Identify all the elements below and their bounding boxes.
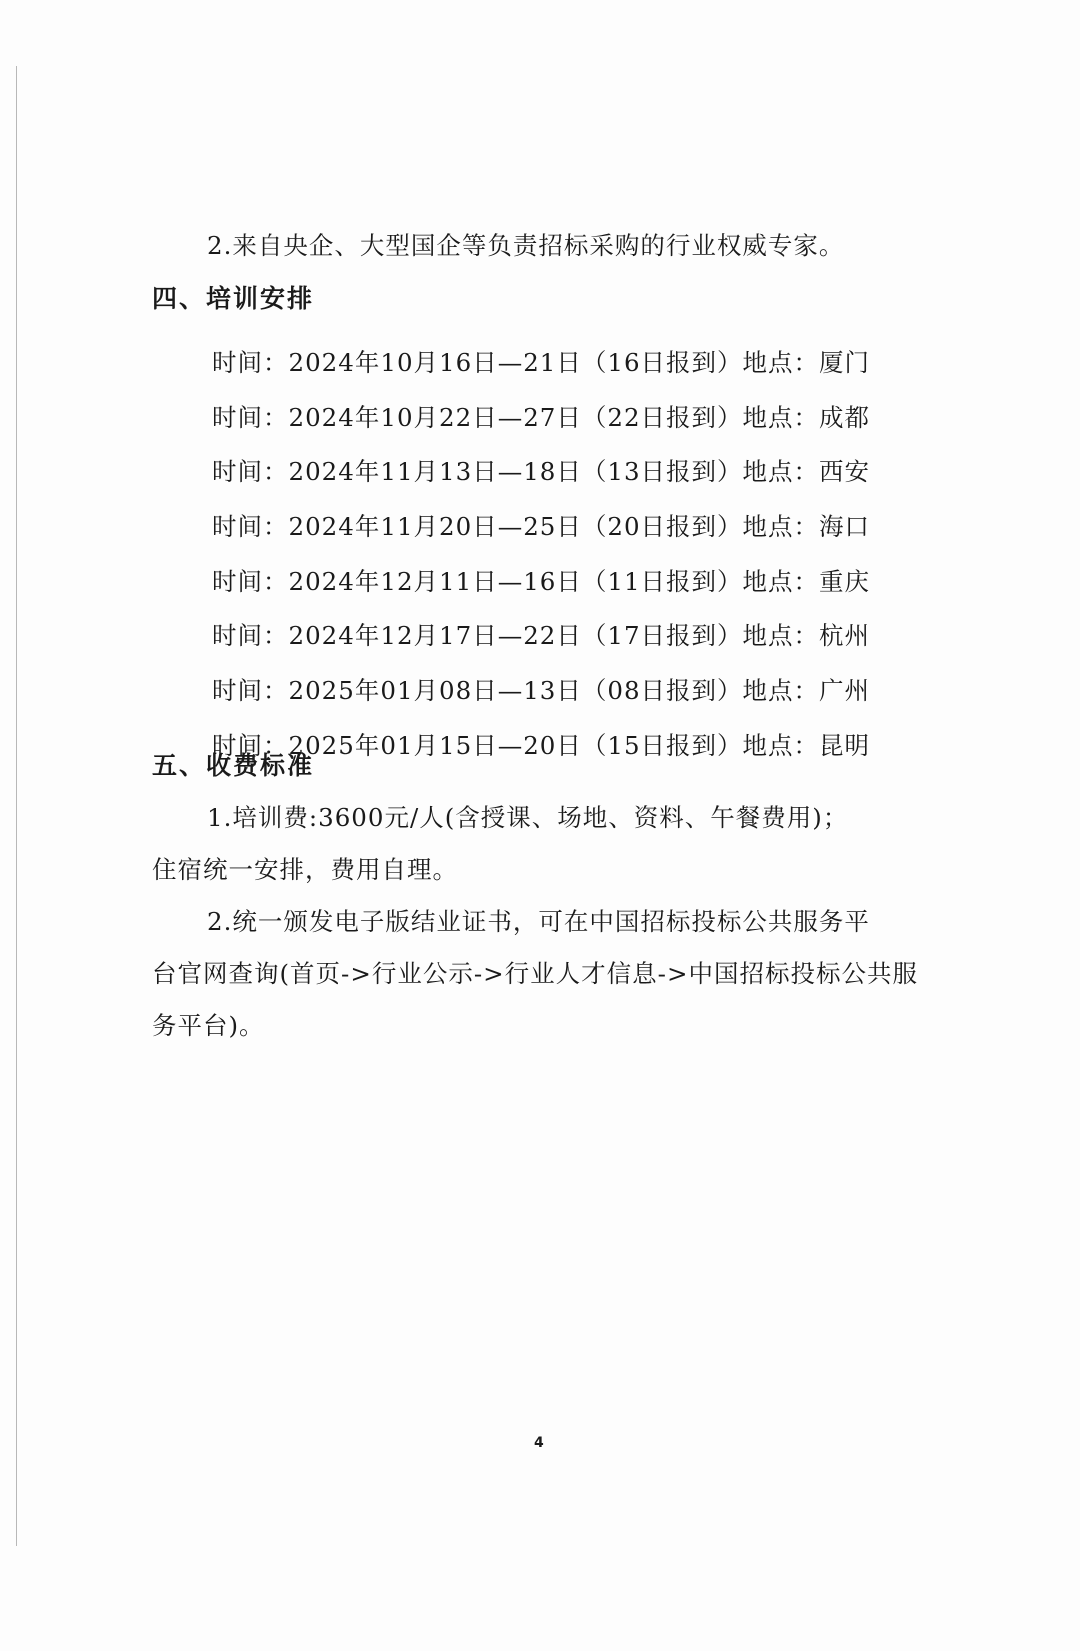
schedule-row: 时间：2024年10月22日—27日（22日报到）地点：成都	[212, 402, 871, 432]
schedule-row: 时间：2025年01月15日—20日（15日报到）地点：昆明	[212, 730, 871, 760]
schedule-row: 时间：2024年10月16日—21日（16日报到）地点：厦门	[212, 348, 871, 377]
page-number: 4	[534, 1435, 544, 1451]
schedule-row: 时间：2024年11月20日—25日（20日报到）地点：海口	[212, 512, 871, 542]
schedule-row: 时间：2024年12月17日—22日（17日报到）地点：杭州	[212, 621, 871, 651]
schedule-row: 时间：2024年12月11日—16日（11日报到）地点：重庆	[212, 566, 871, 596]
fee-item-1-continuation: 住宿统一安排，费用自理。	[152, 855, 458, 884]
certificate-item-continuation: 务平台)。	[152, 1011, 265, 1040]
fees-heading: 五、收费标准	[152, 751, 315, 780]
schedule-row: 时间：2024年11月13日—18日（13日报到）地点：西安	[212, 457, 871, 487]
certificate-item-continuation: 台官网查询(首页->行业公示->行业人才信息->中国招标投标公共服	[152, 959, 918, 988]
schedule-row: 时间：2025年01月08日—13日（08日报到）地点：广州	[212, 676, 871, 706]
fee-item-1: 1.培训费:3600元/人(含授课、场地、资料、午餐费用)；	[207, 803, 849, 832]
experts-item: 2.来自央企、大型国企等负责招标采购的行业权威专家。	[207, 231, 845, 260]
schedule-heading: 四、培训安排	[152, 284, 315, 313]
page-edge-line	[16, 66, 17, 1546]
certificate-item: 2.统一颁发电子版结业证书，可在中国招标投标公共服务平	[207, 907, 870, 936]
schedule-list	[212, 347, 870, 785]
